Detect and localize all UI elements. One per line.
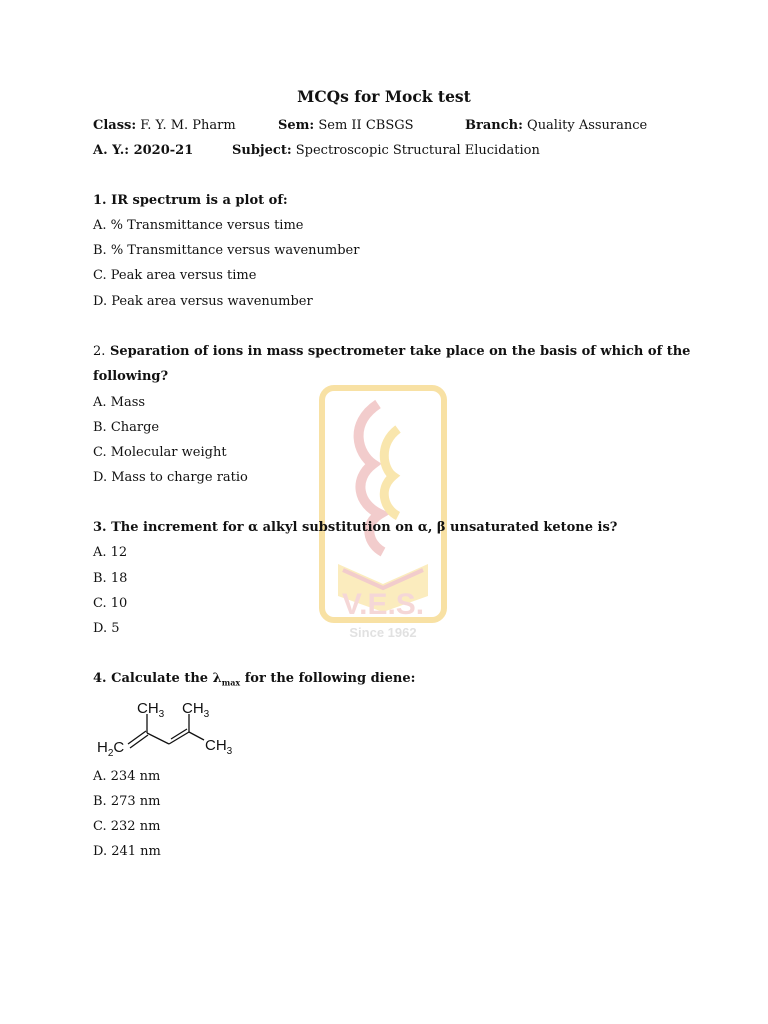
option: A. 234 nm <box>93 769 161 784</box>
option: C. 232 nm <box>93 819 161 834</box>
h2c-h: H <box>97 739 108 756</box>
ch3-left-sub: 3 <box>158 709 165 720</box>
option: C. 10 <box>93 596 128 611</box>
academic-year-label: A. Y.: 2020-21 <box>93 143 194 158</box>
option: D. 5 <box>93 621 120 636</box>
option: D. Mass to charge ratio <box>93 470 248 485</box>
subject-info <box>232 143 540 158</box>
lambda-max-symbol <box>213 671 241 686</box>
question-number: 2. <box>93 344 106 359</box>
ch3-label-left <box>137 700 165 720</box>
question-text: The increment for α alkyl substitution on α, β unsaturated ketone is? <box>111 520 618 535</box>
sem-info <box>278 118 414 133</box>
option: C. Molecular weight <box>93 445 227 460</box>
question-number: 1. <box>93 193 107 208</box>
option: B. Charge <box>93 420 160 435</box>
ch3-left-ch: CH <box>137 700 159 717</box>
question-text: IR spectrum is a plot of: <box>111 193 288 208</box>
branch-value: Quality Assurance <box>527 118 648 133</box>
question-2-line-2: following? <box>93 369 169 384</box>
ch3-end-ch: CH <box>205 737 227 754</box>
h2c-label <box>97 739 124 759</box>
ch3-end-sub: 3 <box>226 746 233 757</box>
subject-value: Spectroscopic Structural Elucidation <box>295 143 540 158</box>
ch3-right-sub: 3 <box>203 709 210 720</box>
option: B. 18 <box>93 571 128 586</box>
option: D. 241 nm <box>93 844 161 859</box>
subject-label: Subject: <box>232 143 292 158</box>
ch3-label-end <box>205 737 233 757</box>
question-3 <box>93 520 617 535</box>
option: A. 12 <box>93 545 128 560</box>
branch-label: Branch: <box>465 118 523 133</box>
question-4 <box>93 671 415 688</box>
ch3-right-ch: CH <box>182 700 204 717</box>
branch-info <box>465 118 647 133</box>
class-value: F. Y. M. Pharm <box>140 118 236 133</box>
diene-structure-diagram <box>94 692 254 762</box>
option: A. % Transmittance versus time <box>93 218 304 233</box>
watermark-ves-text: V.E.S. <box>341 588 425 621</box>
sem-label: Sem: <box>278 118 315 133</box>
option: B. 273 nm <box>93 794 161 809</box>
question-text: Separation of ions in mass spectrometer take place on the basis of which of the <box>109 344 691 359</box>
question-text-tail: for the following diene: <box>244 671 416 686</box>
question-2 <box>93 344 690 359</box>
page-title: MCQs for Mock test <box>297 87 471 106</box>
question-number: 3. <box>93 520 107 535</box>
option: B. % Transmittance versus wavenumber <box>93 243 360 258</box>
watermark-since-text: Since 1962 <box>349 625 417 640</box>
class-info <box>93 118 236 133</box>
ves-watermark-logo <box>318 384 448 646</box>
ch3-label-right <box>182 700 210 720</box>
lambda-subscript: max <box>221 677 241 688</box>
question-text: Calculate the <box>111 671 209 686</box>
question-number: 4. <box>93 671 107 686</box>
question-1 <box>93 193 288 208</box>
class-label: Class: <box>93 118 137 133</box>
h2c-c: C <box>113 739 125 756</box>
option: C. Peak area versus time <box>93 268 257 283</box>
h2c-sub: 2 <box>107 748 114 759</box>
sem-value: Sem II CBSGS <box>318 118 414 133</box>
academic-year <box>93 143 193 158</box>
option: A. Mass <box>93 395 146 410</box>
lambda-symbol: λ <box>212 671 222 686</box>
option: D. Peak area versus wavenumber <box>93 294 313 309</box>
